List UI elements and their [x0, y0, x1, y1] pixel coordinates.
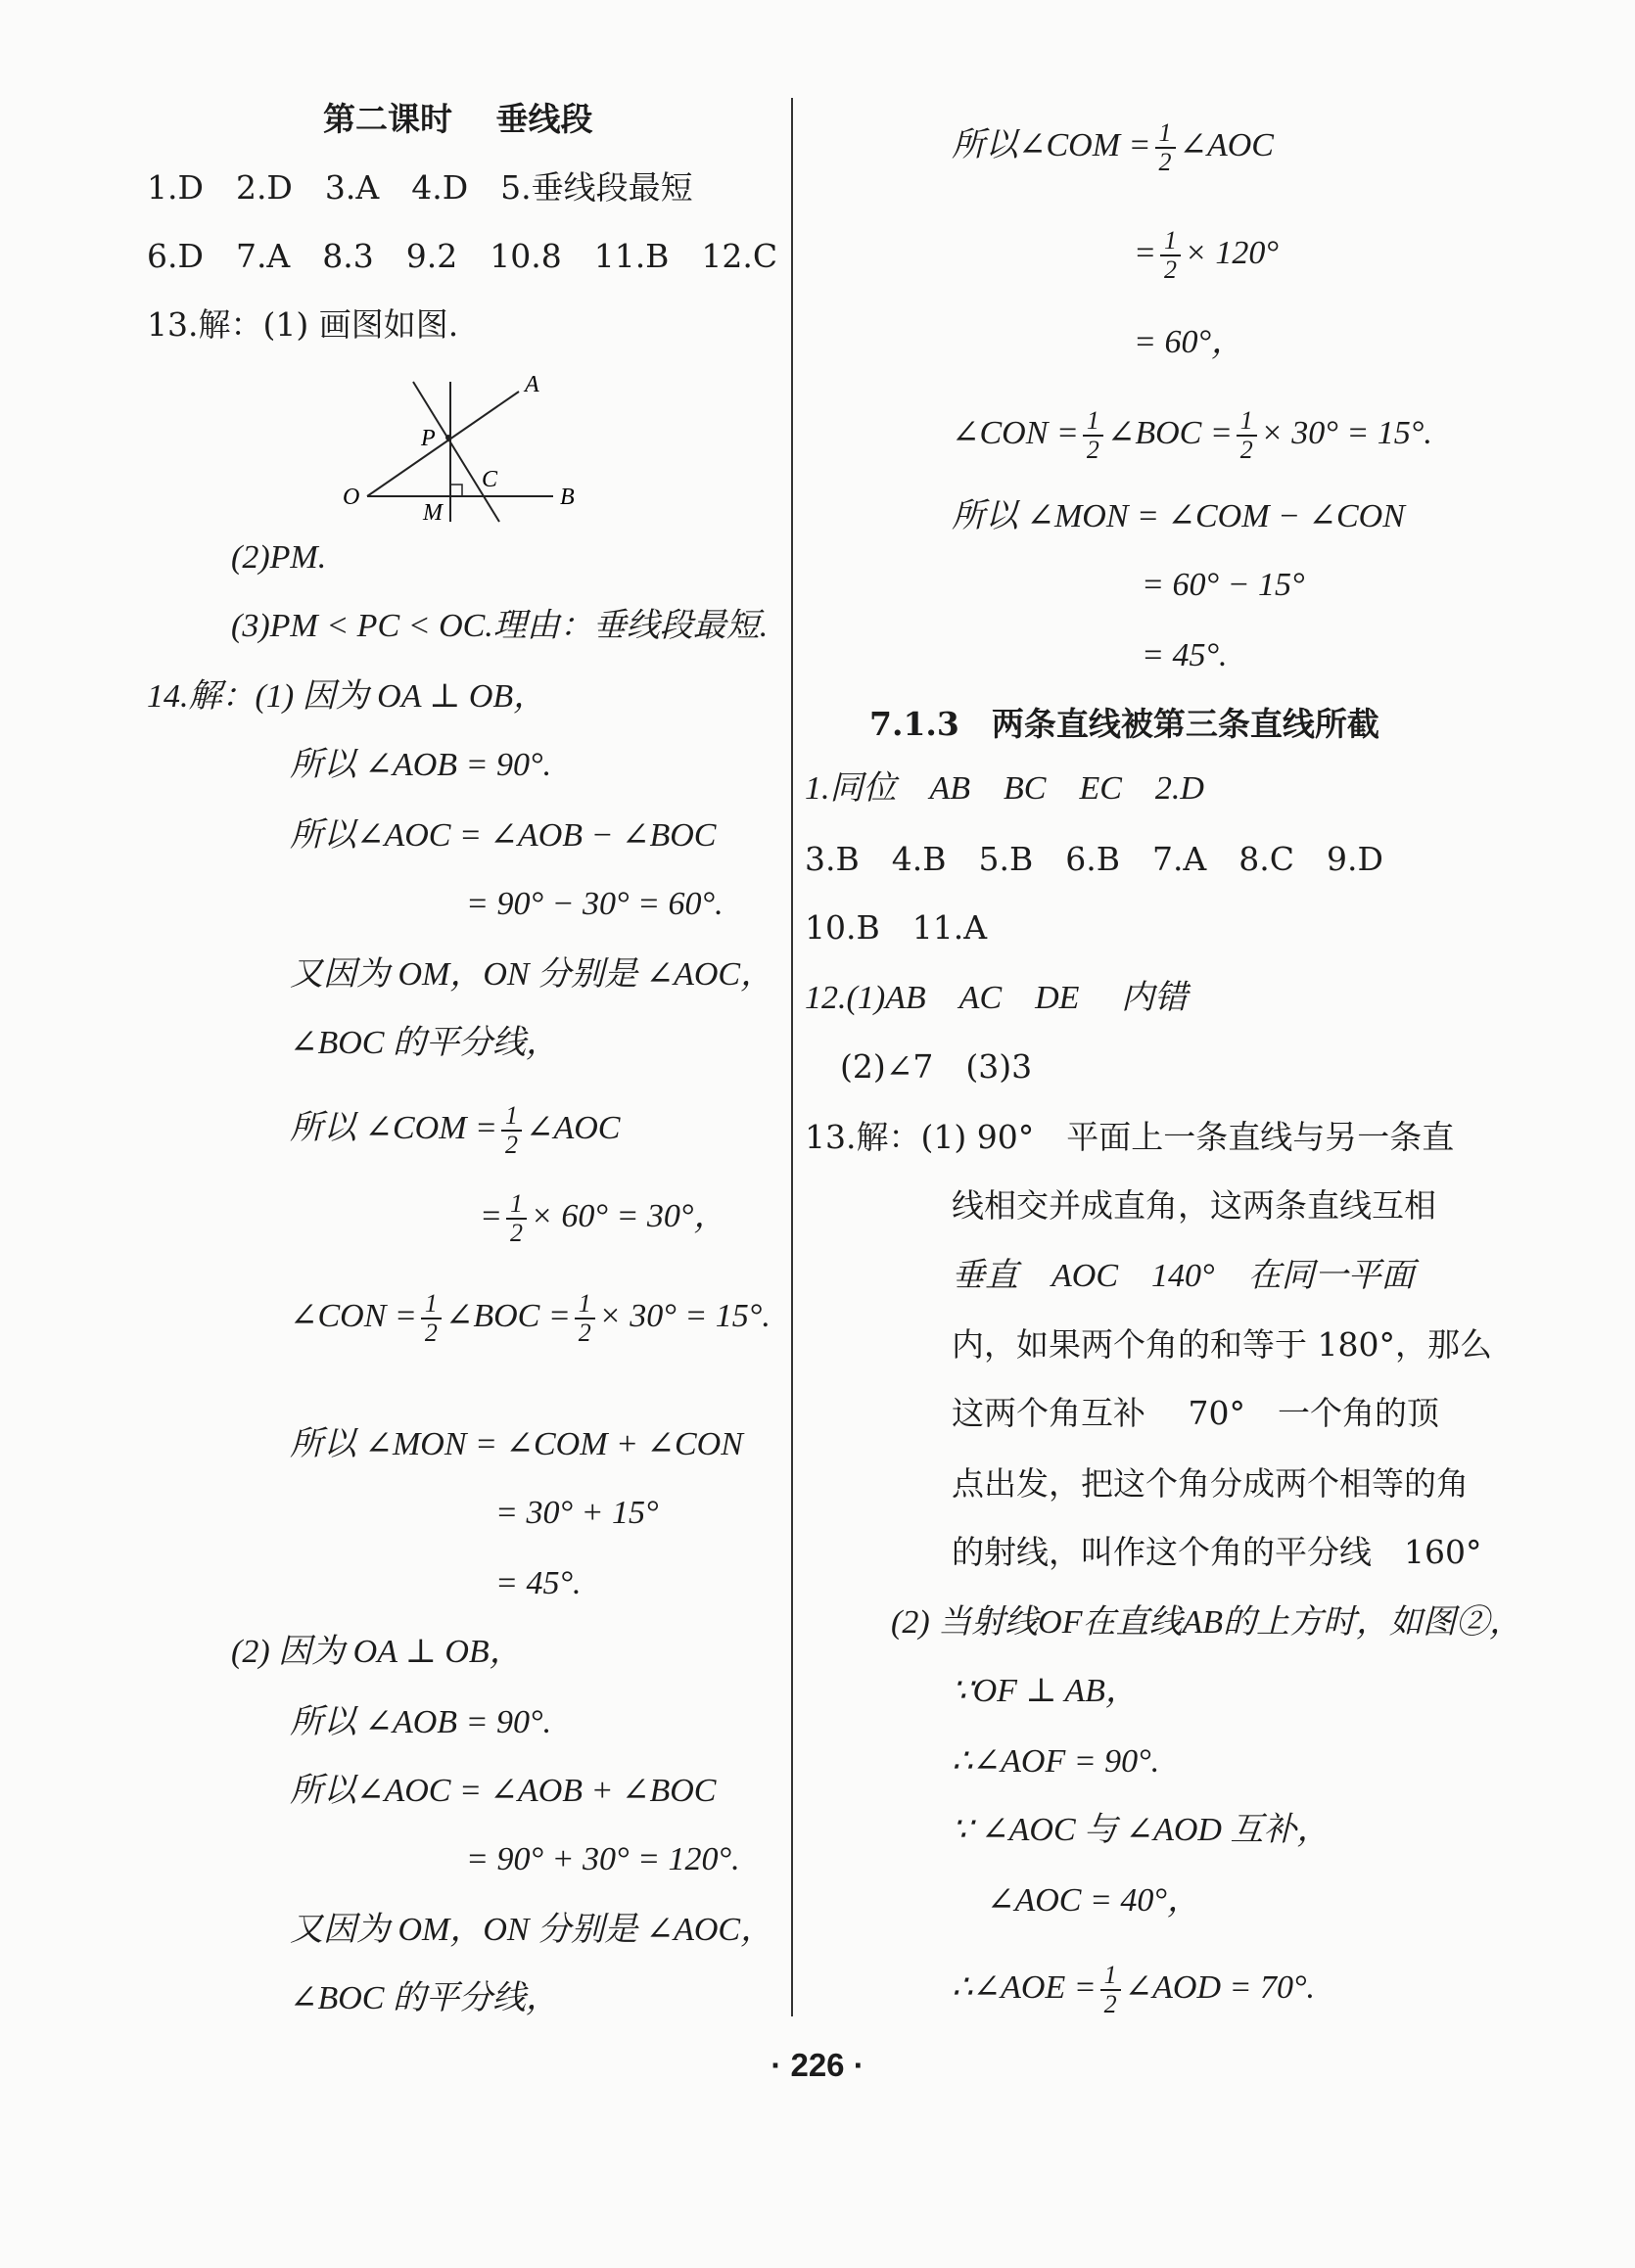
- step-line: = 60°，: [1134, 324, 1245, 360]
- section-title: 7.1.3 两条直线被第三条直线所截: [869, 705, 1379, 743]
- fraction-half: $\frac{1}{2}$: [1100, 1962, 1121, 2018]
- step-line: ∵OF ⊥ AB，: [952, 1673, 1139, 1709]
- answer-text: 的射线，叫作这个角的平分线 160°: [952, 1533, 1482, 1571]
- label-o: O: [343, 485, 360, 510]
- step-line: 又因为 OM，ON 分别是 ∠AOC，: [290, 956, 774, 993]
- answer-text: 内，如果两个角的和等于 180°，那么: [952, 1325, 1492, 1364]
- step-line: 所以∠AOC = ∠AOB − ∠BOC: [290, 817, 717, 854]
- step-fraction-line: = $\frac{1}{2}$ × 60° = 30°，: [480, 1189, 727, 1247]
- fraction-half: $\frac{1}{2}$: [1155, 119, 1176, 176]
- step-line: ∠BOC 的平分线，: [290, 1025, 559, 1061]
- step-line: 所以∠AOC = ∠AOB + ∠BOC: [290, 1773, 717, 1809]
- answers-row: 12.(1)AB AC DE 内错: [805, 980, 1188, 1016]
- step-line: ∵ ∠AOC 与 ∠AOD 互补，: [952, 1812, 1331, 1848]
- step-fraction-line: 所以∠COM = $\frac{1}{2}$ ∠AOC: [952, 118, 1274, 176]
- step-line: = 60° − 15°: [1142, 567, 1305, 603]
- step-line: = 30° + 15°: [495, 1495, 659, 1531]
- answers-row: 10.B 11.A: [805, 908, 988, 947]
- answers-row-2: 6.D 7.A 8.3 9.2 10.8 11.B 12.C: [147, 237, 778, 275]
- step-fraction-line: = $\frac{1}{2}$ × 120°: [1134, 226, 1279, 284]
- step-line: ∠BOC 的平分线，: [290, 1980, 559, 2016]
- step-fraction-line: 所以 ∠COM = $\frac{1}{2}$ ∠AOC: [290, 1101, 621, 1159]
- fraction-half: $\frac{1}{2}$: [501, 1102, 522, 1159]
- step-fraction-line: ∴∠AOE = $\frac{1}{2}$ ∠AOD = 70°.: [952, 1961, 1316, 2018]
- step-line: 所以 ∠MON = ∠COM − ∠CON: [952, 498, 1405, 534]
- question-13: 13.解：(1) 画图如图.: [147, 305, 459, 344]
- step-fraction-line: ∠CON = $\frac{1}{2}$ ∠BOC = $\frac{1}{2}$ × 30° = 15°.: [952, 406, 1432, 464]
- question-14-part2: (2) 因为 OA ⊥ OB，: [231, 1634, 523, 1670]
- fraction-half: $\frac{1}{2}$: [1160, 227, 1181, 284]
- answer-text: 垂直 AOC 140° 在同一平面: [952, 1258, 1415, 1294]
- step-line: ∴∠AOF = 90°.: [952, 1743, 1160, 1780]
- step-line: ∠AOC = 40°，: [987, 1882, 1201, 1919]
- step-fraction-line: ∠CON = $\frac{1}{2}$ ∠BOC = $\frac{1}{2}$ × 30° = 15°.: [290, 1289, 771, 1347]
- answers-row: 1.同位 AB BC EC 2.D: [805, 770, 1204, 807]
- fraction-half: $\frac{1}{2}$: [1237, 407, 1257, 464]
- label-a: A: [525, 372, 539, 397]
- answer-text: 线相交并成直角，这两条直线互相: [952, 1186, 1436, 1225]
- answer-text: 这两个角互补 70° 一个角的顶: [952, 1394, 1439, 1432]
- answers-row: (2)∠7 (3)3: [840, 1047, 1033, 1086]
- answers-row: 3.B 4.B 5.B 6.B 7.A 8.C 9.D: [805, 840, 1383, 878]
- step-line: 所以 ∠AOB = 90°.: [290, 747, 552, 783]
- page-number: · 226 ·: [771, 2047, 864, 2083]
- label-c: C: [482, 467, 498, 492]
- right-angle-mark: [450, 485, 462, 496]
- fraction-half: $\frac{1}{2}$: [1083, 407, 1103, 464]
- answer-text: 点出发，把这个角分成两个相等的角: [952, 1464, 1469, 1503]
- fraction-half: $\frac{1}{2}$: [506, 1190, 527, 1247]
- question-13-answer: 13.解：(1) 90° 平面上一条直线与另一条直: [805, 1118, 1455, 1156]
- step-line: = 45°.: [1142, 637, 1228, 673]
- label-p: P: [421, 426, 436, 451]
- answer-13-3: (3)PM < PC < OC.理由：垂线段最短.: [231, 608, 769, 644]
- step-line: = 90° − 30° = 60°.: [466, 886, 724, 922]
- question-14-part1: 14.解：(1) 因为 OA ⊥ OB，: [147, 678, 547, 715]
- answer-13-2: (2)PM.: [231, 539, 327, 576]
- label-m: M: [423, 500, 443, 524]
- answers-row-1: 1.D 2.D 3.A 4.D 5.垂线段最短: [147, 168, 693, 207]
- step-line: 又因为 OM，ON 分别是 ∠AOC，: [290, 1912, 774, 1948]
- fraction-half: $\frac{1}{2}$: [421, 1290, 442, 1347]
- step-line: = 45°.: [495, 1565, 582, 1601]
- step-line: 所以 ∠AOB = 90°.: [290, 1704, 552, 1740]
- answer-part2: (2) 当射线OF在直线AB的上方时，如图②，: [891, 1604, 1523, 1641]
- step-line: = 90° + 30° = 120°.: [466, 1841, 740, 1877]
- column-divider: [791, 98, 793, 2016]
- step-line: 所以 ∠MON = ∠COM + ∠CON: [290, 1426, 743, 1462]
- fraction-half: $\frac{1}{2}$: [575, 1290, 595, 1347]
- lesson-title: 第二课时 垂线段: [323, 100, 593, 138]
- geometry-figure: [333, 367, 587, 524]
- label-b: B: [560, 485, 575, 510]
- point-p: [445, 435, 451, 440]
